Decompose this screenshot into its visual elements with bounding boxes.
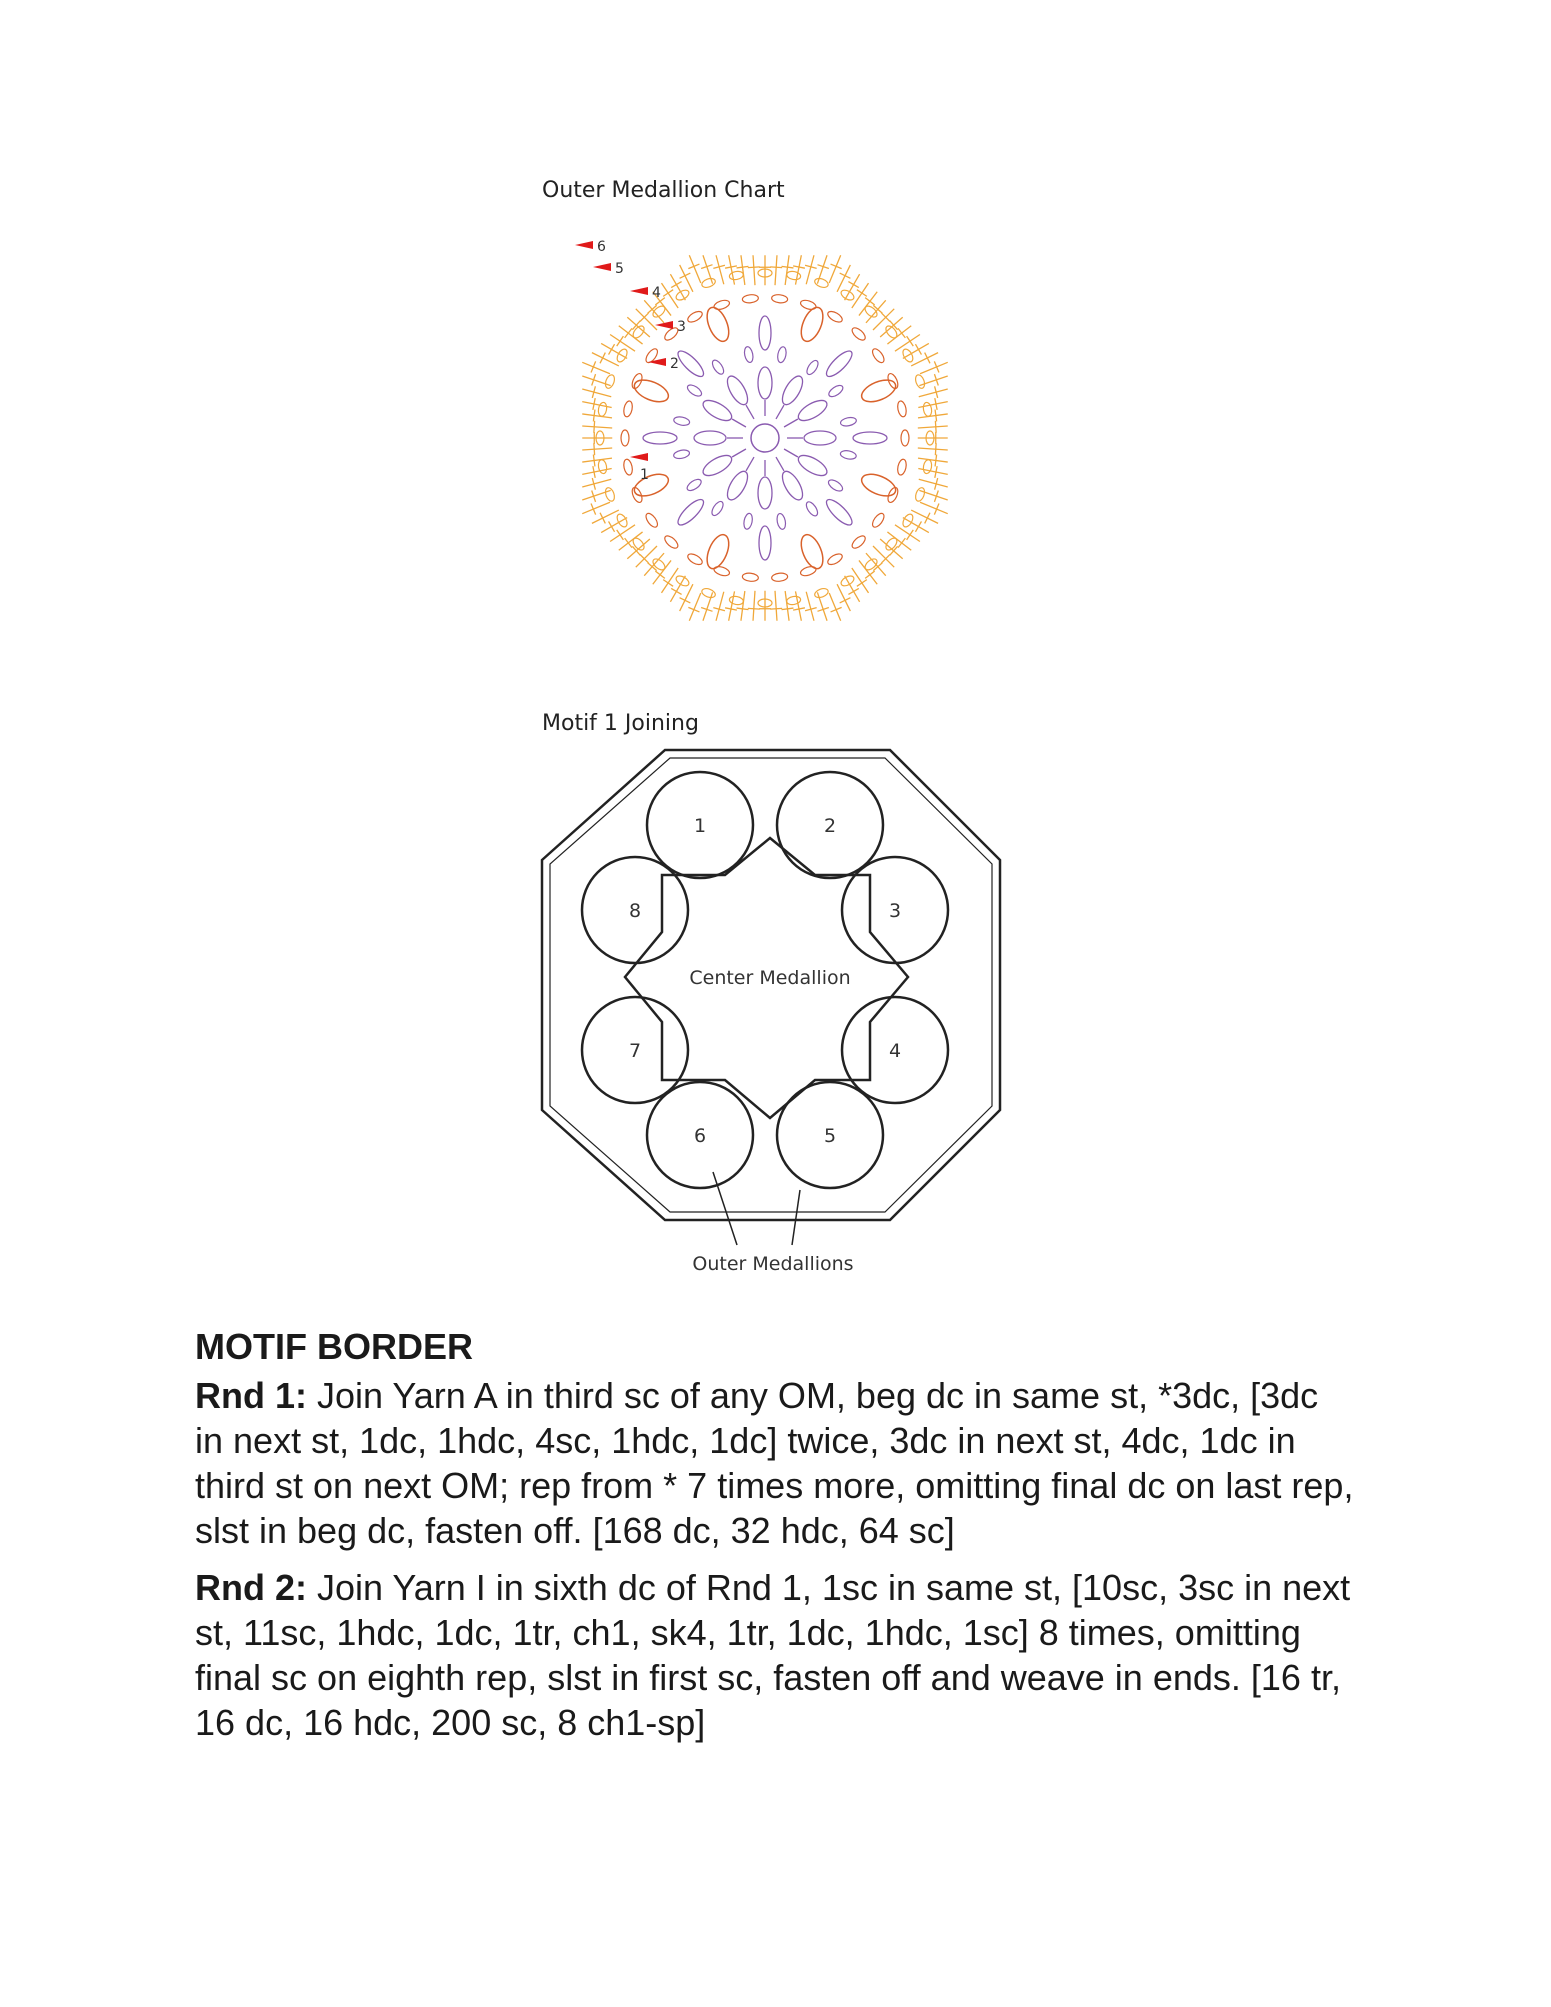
- outer-stitch: [729, 591, 735, 620]
- outer-stitch-bar: [594, 443, 595, 455]
- outer-medallion-chart-title: Outer Medallion Chart: [542, 178, 785, 203]
- chain-stitch: [776, 346, 787, 363]
- outer-stitch-bar: [671, 282, 681, 288]
- chain-stitch: [604, 374, 616, 390]
- outer-stitch-bar: [600, 513, 605, 524]
- outer-stitch-bar: [840, 598, 851, 603]
- outer-medallion-number: 3: [888, 900, 902, 922]
- callout-line-5: [792, 1190, 800, 1245]
- outer-stitch: [837, 265, 850, 292]
- chain-stitch: [710, 500, 726, 518]
- round-marker: [630, 453, 648, 461]
- outer-stitch-bar: [748, 608, 760, 609]
- inner-petal: [700, 451, 735, 479]
- puff-stitch: [703, 304, 733, 344]
- outer-stitch-bar: [671, 588, 681, 594]
- chain-stitch: [827, 478, 845, 494]
- outer-stitch-bar: [935, 421, 936, 433]
- outer-stitch-bar: [737, 608, 749, 610]
- round-marker-label: 5: [615, 261, 624, 277]
- outer-stitch-bar: [737, 266, 749, 268]
- outer-stitch: [653, 560, 671, 584]
- outer-stitch: [795, 255, 801, 284]
- outer-stitch-bar: [935, 455, 937, 467]
- outer-stitch-bar: [782, 608, 794, 610]
- outer-medallion-chart: [530, 205, 1020, 675]
- outer-stitch-bar: [625, 328, 632, 338]
- chain-stitch: [805, 359, 821, 377]
- outer-stitch-bar: [907, 530, 914, 540]
- outer-medallion-number: 4: [888, 1040, 902, 1062]
- chain-stitch: [644, 511, 660, 529]
- round-marker-label: 6: [597, 239, 606, 255]
- outer-stitch: [592, 353, 619, 366]
- chain-stitch: [799, 565, 817, 578]
- outer-stitch: [806, 592, 814, 621]
- inner-petal-outer: [674, 496, 707, 529]
- outer-stitch: [716, 255, 724, 284]
- chain-stitch: [713, 299, 731, 312]
- outer-medallions-label: Outer Medallions: [692, 1253, 854, 1275]
- chain-stitch: [701, 587, 717, 599]
- outer-stitch-bar: [848, 588, 858, 594]
- round-1-text: Join Yarn A in third sc of any OM, beg dc in same st, *3dc, [3dc in next st, 1dc, 1hdc, 4sc, 1hdc, 1dc] twice, 3dc in next st, 4dc, 1dc in third st on next OM; rep from * 7 times more, omitting final dc on last rep, slst in beg dc, fasten off. [168 dc, 32 hdc, 64 sc]: [195, 1375, 1354, 1551]
- chain-stitch: [786, 595, 801, 605]
- outer-stitch: [795, 591, 801, 620]
- round-marker: [630, 287, 648, 295]
- outer-stitch: [582, 426, 612, 428]
- outer-stitch-bar: [617, 530, 624, 540]
- outer-stitch-bar: [840, 273, 851, 278]
- chain-stitch: [799, 299, 817, 312]
- outer-stitch-bar: [865, 298, 875, 305]
- inner-petal-outer: [759, 526, 771, 560]
- inner-petal: [778, 468, 806, 503]
- outer-stitch-bar: [655, 571, 665, 578]
- outer-stitch: [775, 255, 777, 285]
- outer-stitch-bar: [857, 290, 867, 297]
- inner-stitch: [746, 457, 754, 471]
- chain-stitch: [597, 459, 607, 474]
- inner-petal: [778, 373, 806, 408]
- chain-stitch: [742, 572, 759, 582]
- outer-stitch: [582, 458, 612, 462]
- outer-stitch: [689, 593, 700, 621]
- outer-stitch: [920, 362, 948, 373]
- pattern-text: [195, 1325, 1355, 1757]
- chain-stitch: [771, 294, 788, 304]
- chain-stitch: [622, 400, 633, 417]
- outer-stitch-bar: [782, 266, 794, 268]
- chain-stitch: [673, 416, 690, 427]
- inner-petal-outer: [759, 316, 771, 350]
- outer-stitch-bar: [593, 410, 595, 422]
- outer-stitch: [729, 255, 735, 284]
- round-marker-label: 2: [670, 356, 679, 372]
- chain-stitch: [896, 458, 907, 475]
- inner-stitch: [784, 449, 798, 457]
- round-marker: [648, 358, 666, 366]
- chain-stitch: [870, 511, 886, 529]
- outer-medallion-number: 1: [693, 815, 707, 837]
- chain-stitch: [597, 402, 607, 417]
- puff-stitch: [859, 376, 899, 406]
- inner-petal: [694, 431, 726, 445]
- round-1-instructions: [195, 1373, 1355, 1553]
- round-marker-label: 3: [677, 319, 686, 335]
- outer-stitch-bar: [663, 580, 673, 587]
- inner-petal-outer: [853, 432, 887, 444]
- outer-stitch: [680, 265, 693, 292]
- outer-stitch-bar: [935, 443, 936, 455]
- outer-stitch-bar: [663, 290, 673, 297]
- outer-stitch: [918, 402, 947, 408]
- chain-stitch: [840, 416, 857, 427]
- round-marker: [593, 263, 611, 271]
- chain-stitch: [896, 400, 907, 417]
- outer-stitch: [918, 458, 948, 462]
- chain-stitch: [743, 346, 754, 363]
- outer-medallion-number: 7: [628, 1040, 642, 1062]
- inner-petal-outer: [823, 496, 856, 529]
- outer-stitch: [837, 584, 850, 611]
- motif-joining-diagram: [530, 740, 1020, 1285]
- outer-stitch: [785, 255, 789, 285]
- outer-stitch-bar: [925, 513, 930, 524]
- chain-stitch: [673, 449, 690, 460]
- outer-stitch-bar: [898, 328, 905, 338]
- inner-stitch: [784, 419, 798, 427]
- inner-stitch: [746, 405, 754, 419]
- outer-stitch-bar: [865, 571, 875, 578]
- outer-medallion-number: 8: [628, 900, 642, 922]
- puff-stitch: [631, 470, 671, 500]
- puff-stitch: [797, 532, 827, 572]
- inner-petal-outer: [823, 347, 856, 380]
- inner-petal: [723, 468, 751, 503]
- outer-stitch: [741, 255, 745, 285]
- chain-stitch: [922, 459, 932, 474]
- outer-stitch: [716, 592, 724, 621]
- outer-stitch: [753, 255, 755, 285]
- outer-stitch-bar: [857, 580, 867, 587]
- outer-stitch: [785, 591, 789, 621]
- outer-stitch: [911, 510, 938, 523]
- chain-stitch: [701, 277, 717, 289]
- outer-stitch-bar: [617, 336, 624, 346]
- chain-stitch: [826, 309, 844, 324]
- outer-stitch: [619, 326, 643, 344]
- chain-stitch: [914, 486, 926, 502]
- inner-petal: [795, 396, 830, 424]
- outer-stitch-bar: [915, 521, 921, 531]
- outer-medallion-number: 2: [823, 815, 837, 837]
- round-2-instructions: [195, 1565, 1355, 1745]
- section-heading: MOTIF BORDER: [195, 1326, 473, 1367]
- outer-stitch-bar: [594, 421, 595, 433]
- chain-stitch: [729, 595, 744, 605]
- outer-stitch: [918, 414, 948, 418]
- round-marker: [575, 241, 593, 249]
- outer-stitch: [918, 448, 948, 450]
- outer-stitch-bar: [898, 538, 905, 548]
- chain-stitch: [686, 309, 704, 324]
- outer-stitch-bar: [915, 344, 921, 354]
- inner-stitch: [732, 449, 746, 457]
- chain-stitch: [621, 430, 629, 446]
- round-1-label: Rnd 1:: [195, 1375, 307, 1416]
- chain-stitch: [786, 270, 801, 280]
- puff-stitch: [797, 304, 827, 344]
- outer-stitch: [829, 593, 840, 621]
- chain-stitch: [850, 326, 867, 343]
- chain-stitch: [686, 552, 704, 567]
- outer-stitch: [829, 255, 840, 283]
- inner-petal: [758, 477, 772, 509]
- inner-petal-outer: [674, 347, 707, 380]
- outer-stitch-bar: [748, 267, 760, 268]
- outer-stitch: [680, 584, 693, 611]
- outer-stitch: [582, 389, 611, 397]
- outer-stitch: [887, 532, 911, 550]
- chain-stitch: [713, 565, 731, 578]
- outer-medallion-number: 6: [693, 1125, 707, 1147]
- inner-petal: [758, 367, 772, 399]
- round-marker-label: 1: [640, 467, 649, 483]
- outer-stitch: [582, 448, 612, 450]
- chain-stitch: [742, 294, 759, 304]
- outer-stitch-bar: [770, 608, 782, 609]
- outer-stitch-bar: [848, 282, 858, 288]
- chain-stitch: [922, 402, 932, 417]
- outer-stitch: [918, 426, 948, 428]
- outer-stitch-bar: [925, 353, 930, 364]
- outer-stitch: [919, 389, 948, 397]
- outer-stitch-bar: [680, 273, 691, 278]
- outer-stitch-bar: [609, 521, 615, 531]
- chain-stitch: [840, 449, 857, 460]
- outer-stitch: [911, 353, 938, 366]
- inner-stitch: [732, 419, 746, 427]
- chain-stitch: [870, 347, 886, 365]
- outer-stitch: [859, 560, 877, 584]
- inner-petal: [795, 451, 830, 479]
- round-2-label: Rnd 2:: [195, 1567, 307, 1608]
- inner-petal-outer: [643, 432, 677, 444]
- outer-stitch: [753, 591, 755, 621]
- outer-medallion-number: 5: [823, 1125, 837, 1147]
- outer-stitch-bar: [935, 410, 937, 422]
- inner-petal: [700, 396, 735, 424]
- outer-stitch-bar: [625, 538, 632, 548]
- outer-stitch: [592, 510, 619, 523]
- chain-stitch: [663, 534, 680, 551]
- chain-stitch: [685, 477, 703, 493]
- round-2-text: Join Yarn I in sixth dc of Rnd 1, 1sc in same st, [10sc, 3sc in next st, 11sc, 1hdc, 1dc, 1tr, ch1, sk4, 1tr, 1dc, 1hdc, 1sc] 8 times, omitting final sc on eighth rep, slst in first sc, fasten off and weave in ends. [16 tr, 16 dc, 16 hdc, 200 sc, 8 ch1-sp]: [195, 1567, 1351, 1743]
- outer-stitch: [619, 532, 643, 550]
- outer-stitch: [859, 292, 877, 316]
- inner-petal: [804, 431, 836, 445]
- outer-stitch-bar: [907, 336, 914, 346]
- outer-stitch: [582, 362, 610, 373]
- outer-stitch: [919, 479, 948, 487]
- chain-stitch: [771, 572, 788, 582]
- outer-stitch: [582, 502, 610, 513]
- outer-stitch-bar: [600, 353, 605, 364]
- chain-stitch: [710, 358, 726, 376]
- outer-stitch: [775, 591, 777, 621]
- chain-stitch: [804, 500, 820, 518]
- inner-stitch: [776, 405, 784, 419]
- outer-stitch: [689, 255, 700, 283]
- outer-stitch: [582, 402, 611, 408]
- center-medallion-label: Center Medallion: [689, 967, 851, 989]
- chain-stitch: [850, 534, 867, 551]
- chain-stitch: [914, 374, 926, 390]
- chain-stitch: [743, 513, 754, 530]
- puff-stitch: [631, 376, 671, 406]
- chain-stitch: [776, 513, 787, 530]
- puff-stitch: [859, 470, 899, 500]
- chain-stitch: [813, 587, 829, 599]
- center-ring: [751, 424, 779, 452]
- outer-stitch: [887, 326, 911, 344]
- chain-stitch: [901, 430, 909, 446]
- outer-stitch-bar: [609, 344, 615, 354]
- outer-stitch-bar: [593, 455, 595, 467]
- puff-stitch: [703, 532, 733, 572]
- outer-stitch: [920, 502, 948, 513]
- chain-stitch: [729, 270, 744, 280]
- chain-stitch: [686, 383, 704, 399]
- inner-stitch: [776, 457, 784, 471]
- chain-stitch: [622, 458, 633, 475]
- outer-stitch-bar: [680, 598, 691, 603]
- chain-stitch: [813, 277, 829, 289]
- outer-stitch: [582, 479, 611, 487]
- inner-petal: [723, 373, 751, 408]
- chain-stitch: [826, 552, 844, 567]
- outer-stitch: [806, 255, 814, 284]
- chain-stitch: [604, 486, 616, 502]
- motif-joining-title: Motif 1 Joining: [542, 711, 699, 736]
- outer-stitch: [582, 414, 612, 418]
- outer-stitch: [918, 468, 947, 474]
- outer-stitch: [582, 468, 611, 474]
- outer-stitch-bar: [770, 267, 782, 268]
- chain-stitch: [827, 383, 845, 399]
- round-marker-label: 4: [652, 285, 661, 301]
- outer-stitch: [741, 591, 745, 621]
